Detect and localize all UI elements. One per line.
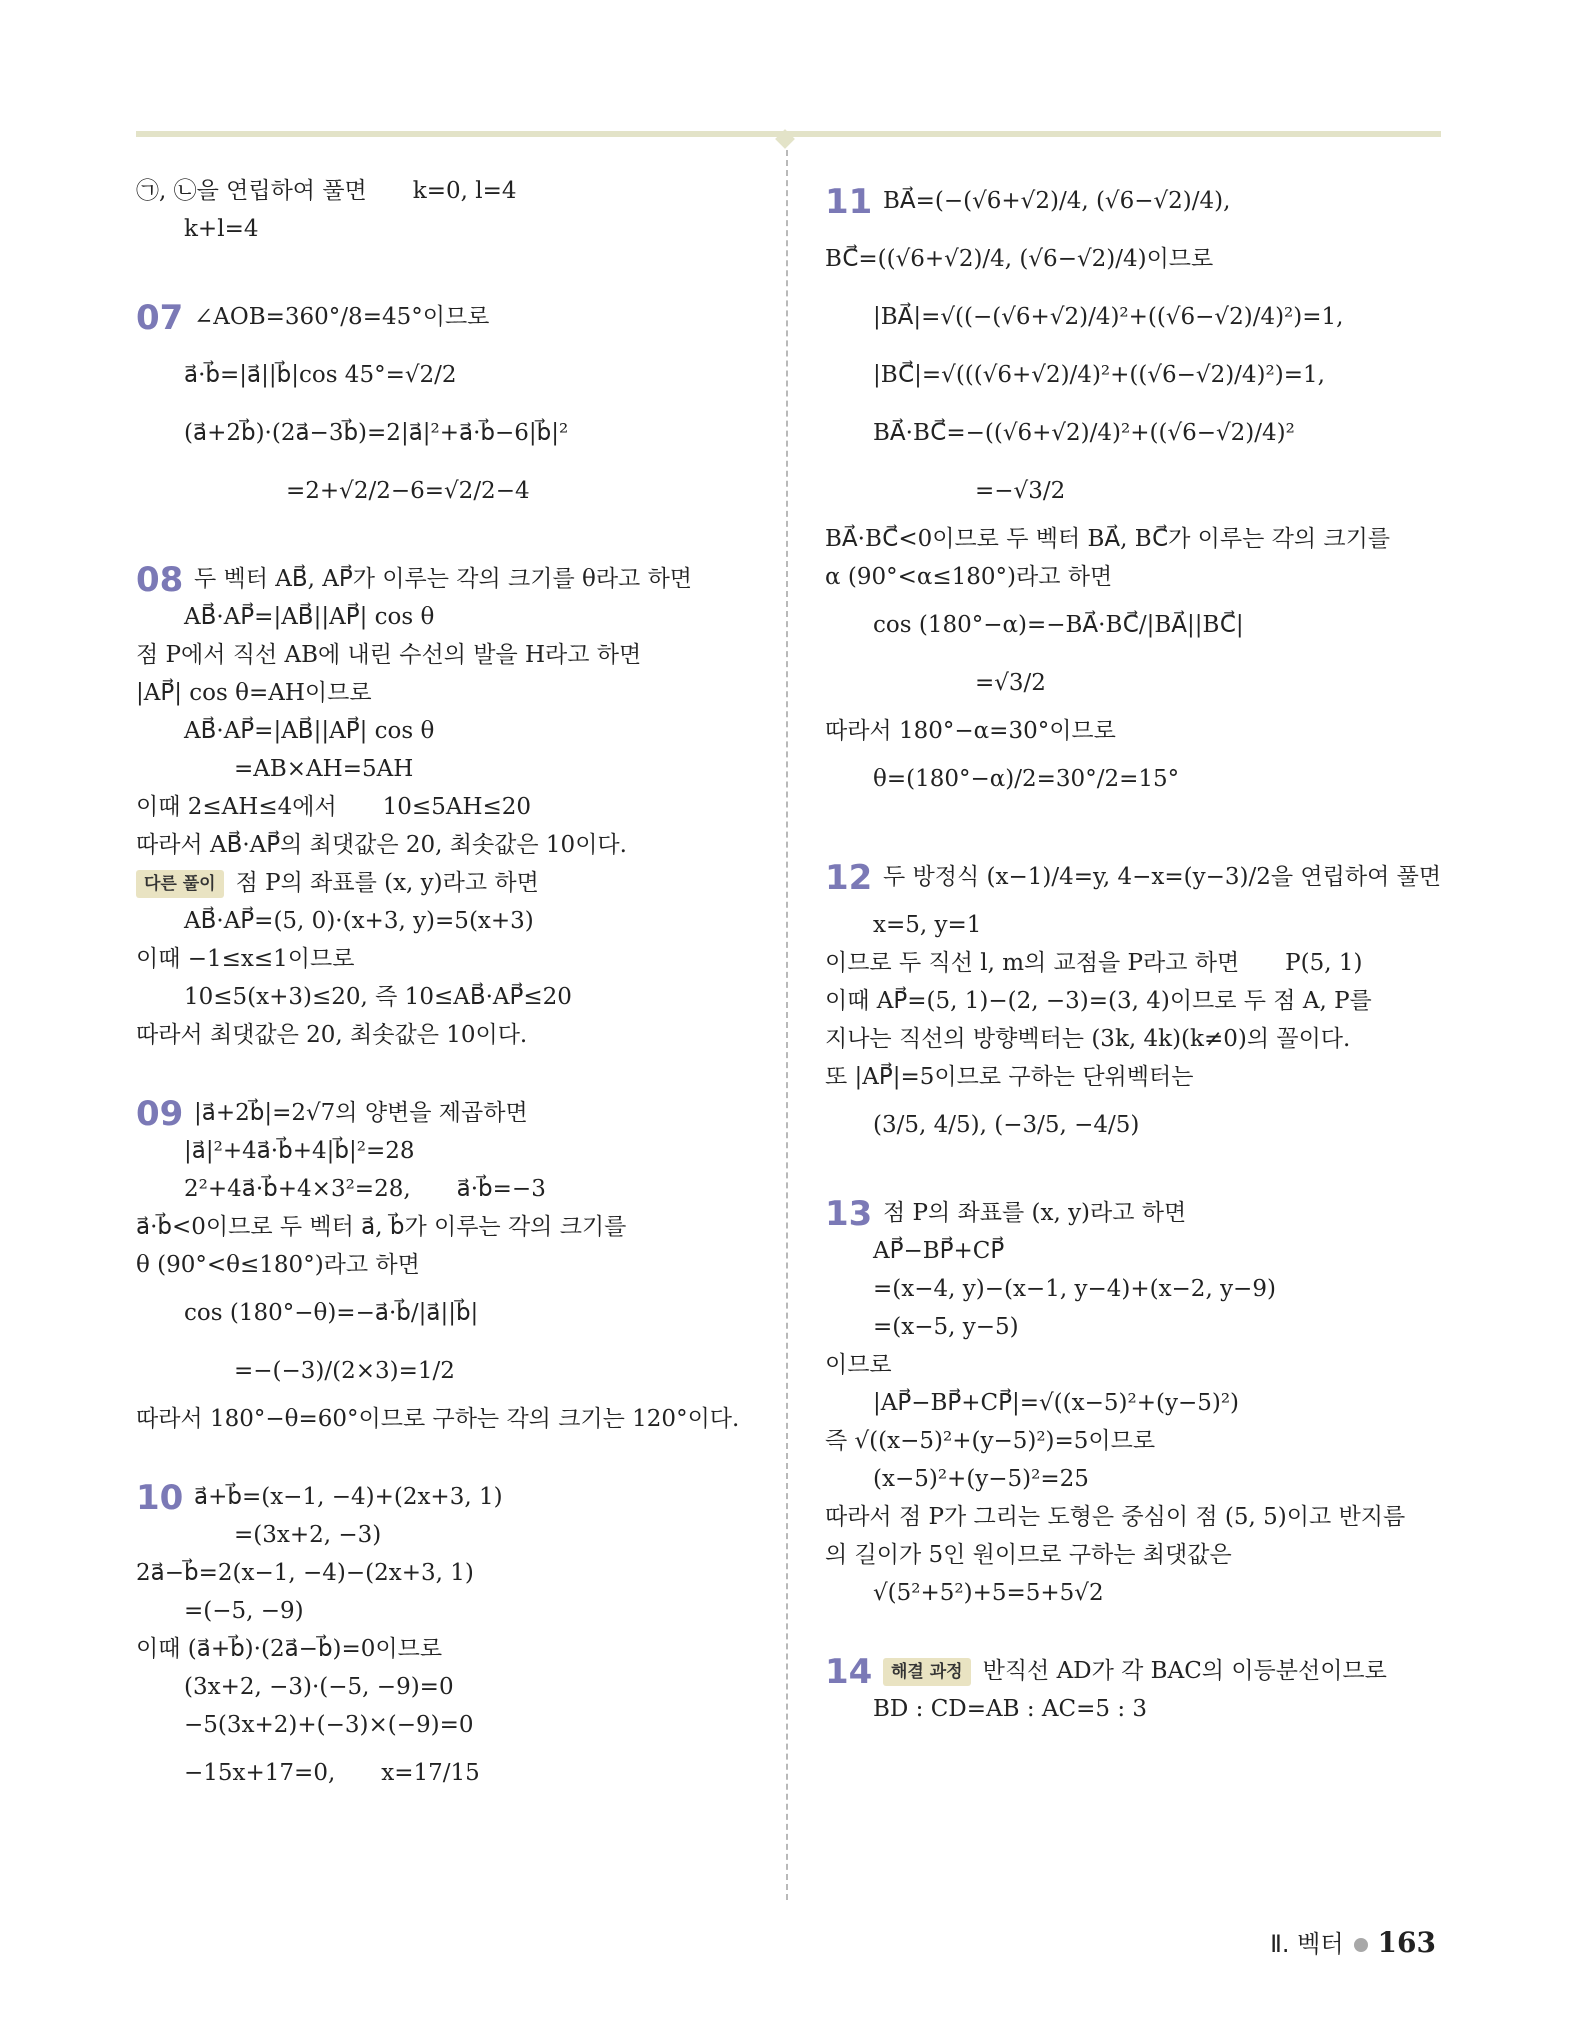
line-text: 2a⃗−b⃗=2(x−1, −4)−(2x+3, 1)	[136, 1560, 474, 1586]
section-gap	[825, 1154, 1465, 1194]
line-text: 점 P의 좌표를 (x, y)라고 하면	[235, 870, 539, 896]
line-text: =√3/2	[975, 670, 1046, 696]
line-text: |BA⃗|=√((−(√6+√2)/4)²+((√6−√2)/4)²)=1,	[873, 304, 1344, 330]
line-text: 이때 AP⃗=(5, 1)−(2, −3)=(3, 4)이므로 두 점 A, P를	[825, 988, 1372, 1014]
solution-line	[136, 1516, 776, 1554]
line-text: =(3x+2, −3)	[234, 1522, 382, 1548]
line-text: =−√3/2	[975, 478, 1066, 504]
solution-line	[825, 558, 1465, 596]
line-text: θ=(180°−α)/2=30°/2=15°	[873, 766, 1180, 792]
left-column	[136, 172, 776, 1802]
solution-line	[825, 1690, 1465, 1728]
line-text: cos (180°−α)=−BA⃗·BC⃗/|BA⃗||BC⃗|	[873, 612, 1244, 638]
line-text: 2²+4a⃗·b⃗+4×3²=28, a⃗·b⃗=−3	[184, 1176, 546, 1202]
problem-number: 10	[136, 1478, 184, 1518]
line-text: 따라서 AB⃗·AP⃗의 최댓값은 20, 최솟값은 10이다.	[136, 832, 627, 858]
solution-line	[136, 902, 776, 940]
line-text: (3/5, 4/5), (−3/5, −4/5)	[873, 1112, 1140, 1138]
line-text: =AB×AH=5AH	[234, 756, 414, 782]
line-text: |a⃗|²+4a⃗·b⃗+4|b⃗|²=28	[184, 1138, 415, 1164]
line-text: =(x−4, y)−(x−1, y−4)+(x−2, y−9)	[873, 1276, 1276, 1302]
line-text: 이때 −1≤x≤1이므로	[136, 946, 355, 972]
solution-line	[825, 520, 1465, 558]
solution-line	[136, 1400, 776, 1438]
solution-line	[136, 1132, 776, 1170]
line-text: 10≤5(x+3)≤20, 즉 10≤AB⃗·AP⃗≤20	[184, 984, 572, 1010]
line-text: |BC⃗|=√(((√6+√2)/4)²+((√6−√2)/4)²)=1,	[873, 362, 1325, 388]
solution-line	[825, 1460, 1465, 1498]
line-text: =(−5, −9)	[184, 1598, 304, 1624]
solution-line	[136, 826, 776, 864]
line-text: 이므로	[825, 1352, 892, 1378]
line-text: =2+√2/2−6=√2/2−4	[286, 478, 530, 504]
solution-line	[825, 346, 1465, 404]
line-text: |AP⃗| cos θ=AH이므로	[136, 680, 372, 706]
page-footer	[1270, 1924, 1436, 1959]
solution-line	[136, 560, 776, 598]
line-text: a⃗·b⃗<0이므로 두 벡터 a⃗, b⃗가 이루는 각의 크기를	[136, 1214, 627, 1240]
line-text: 이므로 두 직선 l, m의 교점을 P라고 하면 P(5, 1)	[825, 950, 1363, 976]
solution-line	[825, 906, 1465, 944]
line-text: −15x+17=0, x=17/15	[184, 1760, 480, 1786]
solution-line	[825, 1270, 1465, 1308]
solution-line	[136, 1016, 776, 1054]
solution-line	[136, 674, 776, 712]
problem-number: 14	[825, 1652, 873, 1692]
line-text: |a⃗+2b⃗|=2√7의 양변을 제곱하면	[194, 1100, 528, 1126]
solution-line	[825, 596, 1465, 654]
section-gap	[825, 1612, 1465, 1652]
problem-number: 12	[825, 858, 873, 898]
page-number: 163	[1377, 1926, 1436, 1959]
solution-line	[136, 978, 776, 1016]
solution-line	[136, 1592, 776, 1630]
solution-line	[825, 1536, 1465, 1574]
solution-line	[136, 712, 776, 750]
problem-number: 09	[136, 1094, 184, 1134]
solution-line	[136, 1170, 776, 1208]
section-gap	[825, 808, 1465, 848]
solution-line	[136, 172, 776, 210]
problem-number: 11	[825, 182, 873, 222]
problem-number: 13	[825, 1194, 873, 1234]
line-text: |AP⃗−BP⃗+CP⃗|=√((x−5)²+(y−5)²)	[873, 1390, 1240, 1416]
line-text: √(5²+5²)+5=5+5√2	[873, 1580, 1104, 1606]
line-text: 두 벡터 AB⃗, AP⃗가 이루는 각의 크기를 θ라고 하면	[194, 566, 693, 592]
line-text: −5(3x+2)+(−3)×(−9)=0	[184, 1712, 474, 1738]
solution-line	[825, 1574, 1465, 1612]
column-divider	[786, 150, 788, 1900]
solution-line	[825, 1422, 1465, 1460]
solution-line	[136, 404, 776, 462]
line-text: 지나는 직선의 방향벡터는 (3k, 4k)(k≠0)의 꼴이다.	[825, 1026, 1351, 1052]
line-text: cos (180°−θ)=−a⃗·b⃗/|a⃗||b⃗|	[184, 1300, 479, 1326]
section-gap	[136, 520, 776, 560]
line-text: a⃗+b⃗=(x−1, −4)+(2x+3, 1)	[194, 1484, 503, 1510]
section-gap	[136, 1438, 776, 1478]
solution-line	[825, 982, 1465, 1020]
solution-line	[825, 1346, 1465, 1384]
right-column	[825, 172, 1465, 1728]
line-text: BD : CD=AB : AC=5 : 3	[873, 1696, 1148, 1722]
line-text: BA⃗=(−(√6+√2)/4, (√6−√2)/4),	[883, 188, 1231, 214]
line-text: 점 P에서 직선 AB에 내린 수선의 발을 H라고 하면	[136, 642, 642, 668]
problem-number: 07	[136, 298, 184, 338]
solution-line	[825, 404, 1465, 462]
solution-line	[825, 462, 1465, 520]
solution-line	[136, 1668, 776, 1706]
solution-line	[136, 788, 776, 826]
line-text: 또 |AP⃗|=5이므로 구하는 단위벡터는	[825, 1064, 1194, 1090]
solution-line	[136, 210, 776, 248]
line-text: (3x+2, −3)·(−5, −9)=0	[184, 1674, 454, 1700]
chapter-label: Ⅱ. 벡터	[1270, 1930, 1344, 1958]
label-badge: 해결 과정	[883, 1658, 971, 1686]
line-text: 의 길이가 5인 원이므로 구하는 최댓값은	[825, 1542, 1232, 1568]
solution-line	[136, 346, 776, 404]
solution-line	[825, 1308, 1465, 1346]
line-text: x=5, y=1	[873, 912, 982, 938]
solution-line	[825, 288, 1465, 346]
line-text: ㉠, ㉡을 연립하여 풀면 k=0, l=4	[136, 178, 517, 204]
solution-line	[825, 1384, 1465, 1422]
solution-line	[136, 462, 776, 520]
solution-line	[136, 1094, 776, 1132]
line-text: 반직선 AD가 각 BAC의 이등분선이므로	[982, 1658, 1387, 1684]
solution-line	[825, 1498, 1465, 1536]
solution-line	[825, 750, 1465, 808]
solution-line	[825, 1096, 1465, 1154]
line-text: θ (90°<θ≤180°)라고 하면	[136, 1252, 420, 1278]
solution-line	[136, 1630, 776, 1668]
solution-line	[825, 1652, 1465, 1690]
line-text: 따라서 180°−α=30°이므로	[825, 718, 1116, 744]
solution-line	[825, 172, 1465, 230]
solution-line	[136, 1744, 776, 1802]
solution-line	[136, 940, 776, 978]
solution-line	[825, 944, 1465, 982]
line-text: (x−5)²+(y−5)²=25	[873, 1466, 1089, 1492]
solution-line	[136, 1284, 776, 1342]
line-text: 점 P의 좌표를 (x, y)라고 하면	[883, 1200, 1187, 1226]
line-text: 두 방정식 (x−1)/4=y, 4−x=(y−3)/2을 연립하여 풀면	[883, 864, 1442, 890]
line-text: ∠AOB=360°/8=45°이므로	[194, 304, 490, 330]
line-text: AB⃗·AP⃗=(5, 0)·(x+3, y)=5(x+3)	[184, 908, 534, 934]
line-text: BC⃗=((√6+√2)/4, (√6−√2)/4)이므로	[825, 246, 1214, 272]
solution-line	[136, 1246, 776, 1284]
section-gap	[136, 1054, 776, 1094]
solution-line	[136, 1706, 776, 1744]
line-text: 따라서 180°−θ=60°이므로 구하는 각의 크기는 120°이다.	[136, 1406, 740, 1432]
line-text: a⃗·b⃗=|a⃗||b⃗|cos 45°=√2/2	[184, 362, 457, 388]
line-text: =−(−3)/(2×3)=1/2	[234, 1358, 455, 1384]
line-text: AB⃗·AP⃗=|AB⃗||AP⃗| cos θ	[184, 718, 435, 744]
line-text: =(x−5, y−5)	[873, 1314, 1019, 1340]
solution-line	[136, 1342, 776, 1400]
line-text: 따라서 최댓값은 20, 최솟값은 10이다.	[136, 1022, 528, 1048]
line-text: (a⃗+2b⃗)·(2a⃗−3b⃗)=2|a⃗|²+a⃗·b⃗−6|b⃗|²	[184, 420, 569, 446]
line-text: 따라서 점 P가 그리는 도형은 중심이 점 (5, 5)이고 반지름	[825, 1504, 1406, 1530]
solution-line	[825, 848, 1465, 906]
line-text: AP⃗−BP⃗+CP⃗	[873, 1238, 1005, 1264]
line-text: 즉 √((x−5)²+(y−5)²)=5이므로	[825, 1428, 1156, 1454]
bullet-icon	[1354, 1938, 1368, 1952]
solution-line	[825, 230, 1465, 288]
line-text: 이때 (a⃗+b⃗)·(2a⃗−b⃗)=0이므로	[136, 1636, 443, 1662]
solution-line	[136, 1208, 776, 1246]
solution-line	[825, 1194, 1465, 1232]
solution-line	[136, 1478, 776, 1516]
solution-line	[136, 1554, 776, 1592]
solution-line	[825, 654, 1465, 712]
line-text: BA⃗·BC⃗<0이므로 두 벡터 BA⃗, BC⃗가 이루는 각의 크기를	[825, 526, 1391, 552]
solution-line	[136, 636, 776, 674]
solution-line	[825, 1020, 1465, 1058]
section-gap	[136, 248, 776, 288]
line-text: α (90°<α≤180°)라고 하면	[825, 564, 1113, 590]
line-text: k+l=4	[184, 216, 259, 242]
solution-line	[136, 864, 776, 902]
line-text: BA⃗·BC⃗=−((√6+√2)/4)²+((√6−√2)/4)²	[873, 420, 1295, 446]
solution-line	[136, 288, 776, 346]
line-text: AB⃗·AP⃗=|AB⃗||AP⃗| cos θ	[184, 604, 435, 630]
label-badge: 다른 풀이	[136, 870, 224, 898]
solution-line	[136, 598, 776, 636]
solution-line	[825, 1058, 1465, 1096]
line-text: 이때 2≤AH≤4에서 10≤5AH≤20	[136, 794, 532, 820]
problem-number: 08	[136, 560, 184, 600]
solution-line	[825, 1232, 1465, 1270]
solution-line	[825, 712, 1465, 750]
solution-line	[136, 750, 776, 788]
